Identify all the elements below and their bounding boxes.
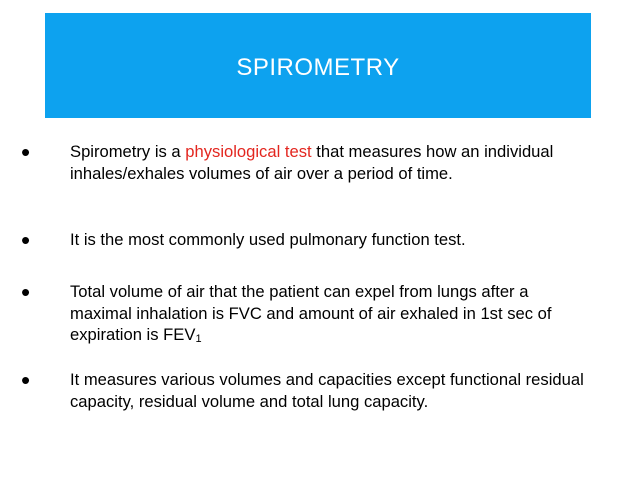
- bullet-text-3: [70, 281, 590, 346]
- bullet-dot-icon: •: [21, 365, 31, 395]
- bullet-item-3: [21, 277, 611, 346]
- bullet-1-text-after: that measures how an individual inhales/exhales volumes of air over a period of time.: [70, 142, 554, 183]
- bullet-3-text: Total volume of air that the patient can expel from lungs after a maximal inhalation is FVC and amount of air exhaled in 1st sec of expiration is FEV: [70, 282, 552, 345]
- slide-title: SPIROMETRY: [236, 53, 400, 81]
- bullet-item-4: [21, 365, 611, 412]
- bullet-3-subscript: 1: [195, 333, 202, 346]
- bullet-text-1: [70, 141, 590, 184]
- bullet-1-highlight: physiological test: [185, 142, 312, 161]
- bullet-1-text-before: Spirometry is a: [70, 142, 186, 161]
- bullet-item-1: [21, 137, 611, 184]
- bullet-dot-icon: •: [21, 137, 31, 167]
- bullet-text-4: It measures various volumes and capacities except functional residual capacity, residual volume and total lung capacity.: [70, 370, 584, 411]
- bullet-item-2: [21, 225, 611, 255]
- bullet-text-2: It is the most commonly used pulmonary function test.: [70, 230, 466, 249]
- bullet-dot-icon: •: [21, 225, 31, 255]
- title-banner: [45, 13, 591, 118]
- bullet-dot-icon: •: [21, 277, 31, 307]
